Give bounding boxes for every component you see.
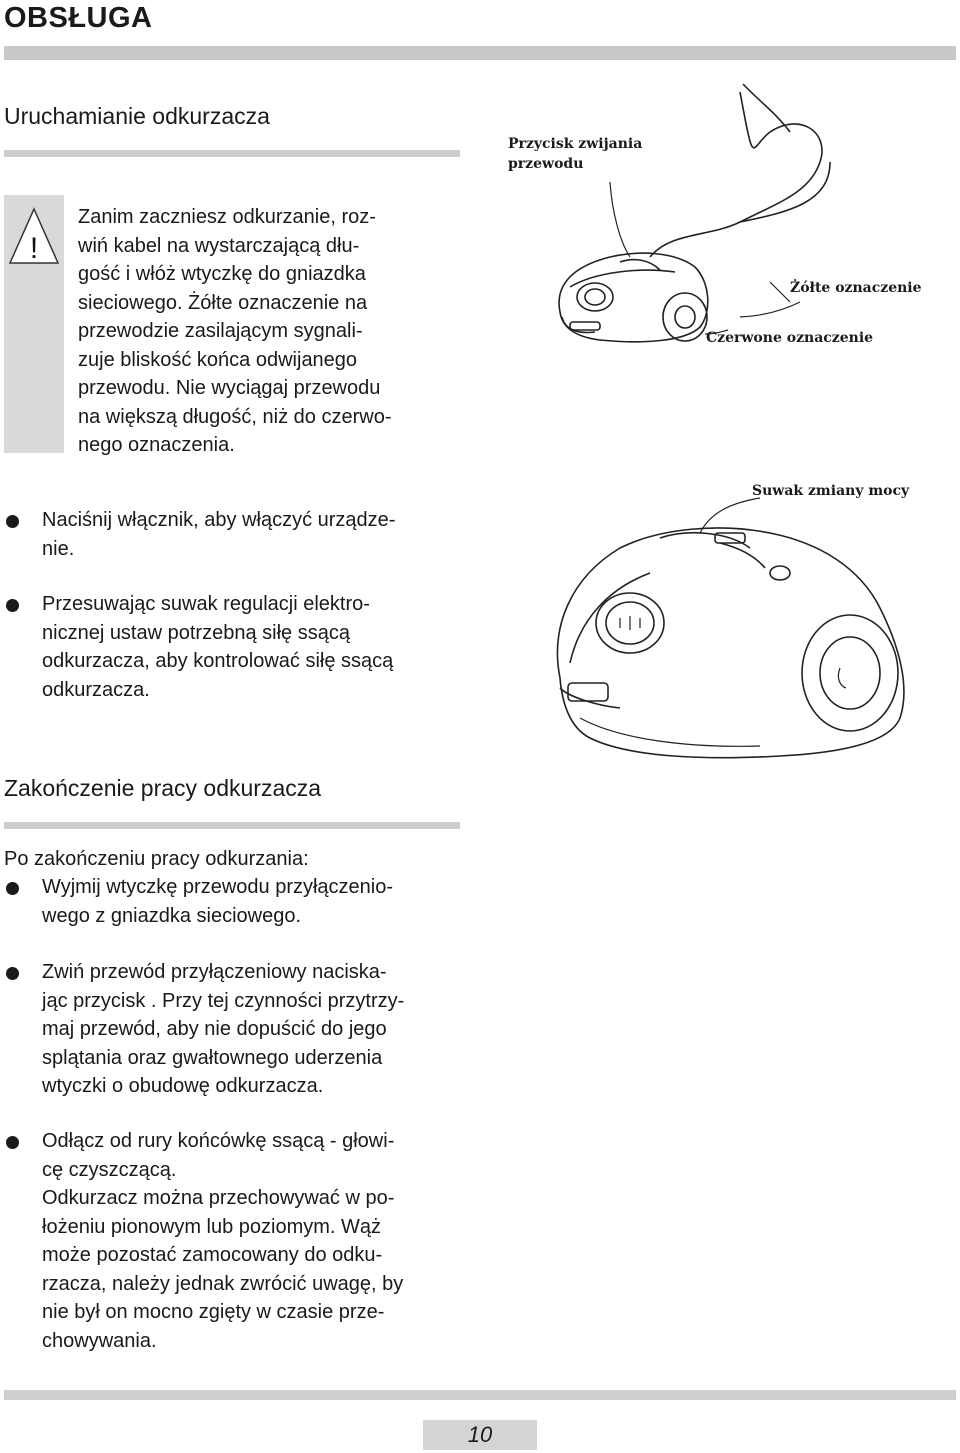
- bullet-line: wtyczki o obudowę odkurzacza.: [42, 1075, 324, 1097]
- warning-line: na większą długość, niż do czerwo-: [78, 405, 392, 428]
- bullet-line: jąc przycisk . Przy tej czynności przytrzy-: [42, 989, 405, 1012]
- warning-line: sieciowego. Żółte oznaczenie na: [78, 291, 368, 314]
- section-heading-finish: Zakończenie pracy odkurzacza: [4, 775, 322, 801]
- bullet-text: [42, 873, 463, 930]
- paragraph-line: łożeniu pionowym lub poziomym. Wąż: [42, 1215, 382, 1238]
- warning-line: przewodu. Nie wyciągaj przewodu: [78, 377, 381, 399]
- paragraph-line: rzacza, należy jednak zwrócić uwagę, by: [42, 1272, 404, 1295]
- warning-line: przewodzie zasilającym sygnali-: [78, 320, 363, 342]
- warning-triangle-icon: [8, 205, 60, 267]
- warning-line: nego oznaczenia.: [78, 434, 235, 456]
- footer-divider-bar: [4, 1390, 956, 1400]
- page-title: OBSŁUGA: [4, 2, 153, 34]
- bullet-text: [42, 506, 463, 563]
- bullet-line: splątania oraz gwałtownego uderzenia: [42, 1046, 383, 1069]
- warning-line: gość i włóż wtyczkę do gniazdka: [78, 263, 366, 285]
- bullet-line: Zwiń przewód przyłączeniowy naciska-: [42, 961, 387, 983]
- section-divider-start: [4, 150, 460, 157]
- page-number: 10: [467, 1422, 493, 1447]
- bullet-dot: [6, 882, 19, 895]
- bullet-line: nicznej ustaw potrzebną siłę ssącą: [42, 621, 350, 644]
- bullet-text: [42, 590, 463, 704]
- bullet-dot: [6, 599, 19, 612]
- bullet-line: cę czyszczącą.: [42, 1158, 177, 1181]
- bullet-dot: [6, 515, 19, 528]
- vacuum-slider-illustration: [540, 478, 958, 763]
- title-divider-bar: [4, 46, 956, 60]
- label-red-mark: Czerwone oznaczenie: [706, 330, 874, 346]
- label-yellow-mark: Żółte oznaczenie: [790, 280, 922, 296]
- warning-line: zuje bliskość końca odwijanego: [78, 348, 358, 371]
- bullet-line: wego z gniazdka sieciowego.: [42, 904, 302, 927]
- bullet-line: Wyjmij wtyczkę przewodu przyłączenio-: [42, 876, 394, 898]
- label-cord-button-line2: przewodu: [508, 156, 584, 172]
- label-cord-button-line1: Przycisk zwijania: [508, 136, 643, 152]
- section-divider-finish: [4, 822, 460, 829]
- bullet-line: odkurzacza, aby kontrolować siłę ssącą: [42, 650, 394, 672]
- figure-vacuum-cord: [500, 72, 958, 382]
- bullet-line: Przesuwając suwak regulacji elektro-: [42, 593, 370, 615]
- paragraph-line: nie był on mocno zgięty w czasie prze-: [42, 1301, 385, 1323]
- figure-vacuum-slider: [540, 478, 958, 763]
- bullet-line: nie.: [42, 537, 75, 560]
- warning-strip: [4, 195, 64, 453]
- bullet-line: maj przewód, aby nie dopuścić do jego: [42, 1018, 387, 1040]
- bullet-line: Naciśnij włącznik, aby włączyć urządze-: [42, 509, 396, 531]
- label-power-slider: Suwak zmiany mocy: [752, 483, 910, 499]
- bullet-dot: [6, 967, 19, 980]
- warning-line: Zanim zaczniesz odkurzanie, roz-: [78, 206, 376, 228]
- bullet-text: [42, 1127, 463, 1184]
- finish-intro: Po zakończeniu pracy odkurzania:: [4, 848, 309, 870]
- paragraph-line: chowywania.: [42, 1329, 157, 1352]
- bullet-line: Odłącz od rury końcówkę ssącą - głowi-: [42, 1130, 395, 1152]
- paragraph-line: Odkurzacz można przechowywać w po-: [42, 1187, 395, 1209]
- warning-box: [4, 195, 463, 456]
- storage-paragraph: [42, 1184, 463, 1355]
- bullet-dot: [6, 1136, 19, 1149]
- warning-text: [78, 203, 461, 460]
- page-number-box: [423, 1420, 537, 1450]
- warning-symbol: !: [29, 232, 39, 265]
- warning-line: wiń kabel na wystarczającą dłu-: [78, 234, 360, 257]
- section-heading-start: Uruchamianie odkurzacza: [4, 103, 270, 129]
- bullet-text: [42, 958, 463, 1101]
- bullet-line: odkurzacza.: [42, 678, 150, 701]
- paragraph-line: może pozostać zamocowany do odku-: [42, 1244, 383, 1266]
